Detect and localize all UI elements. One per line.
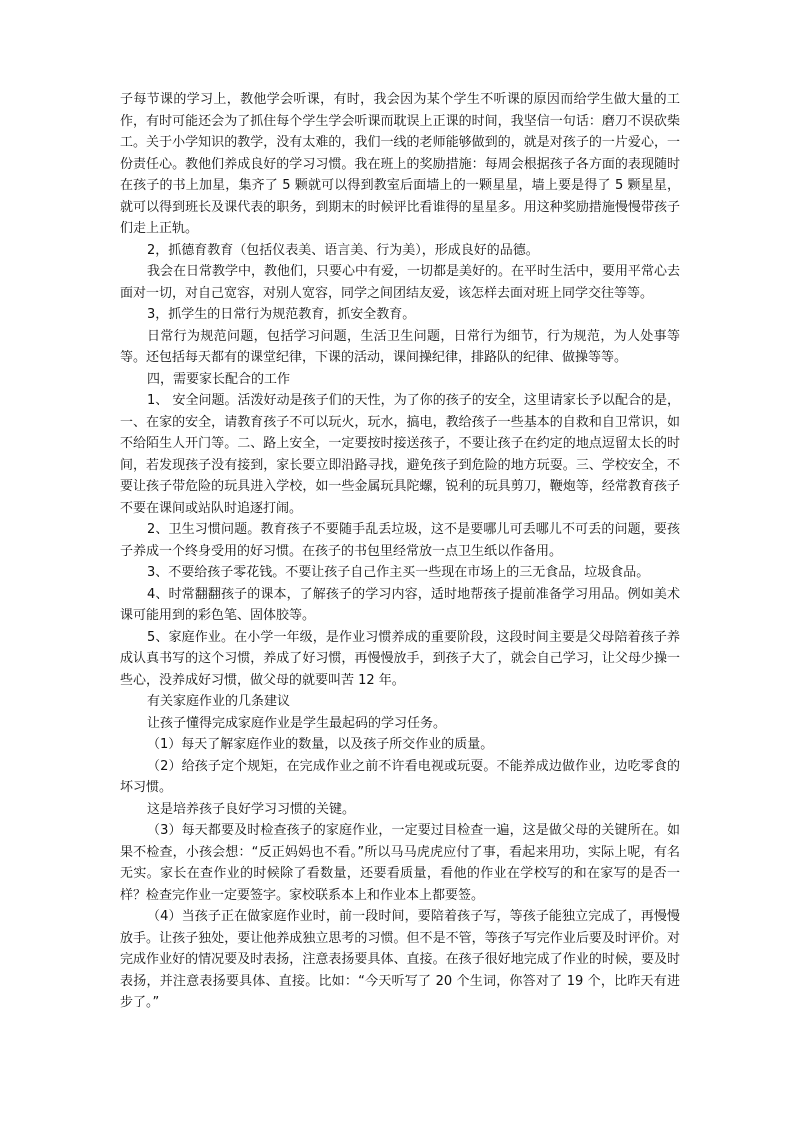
paragraph-continuation: 子每节课的学习上，教他学会听课，有时，我会因为某个学生不听课的原因而给学生做大量的工作，有时可能还会为了抓住每个学生学会听课而耽误上正课的时间，我坚信一句话：磨刀不误砍柴工。关于小学知识的教学，没有太难的，我们一线的老师能够做到的，就是对孩子的一片爱心，一份责任心。教他们养成良好的学习习惯。我在班上的奖励措施：每周会根据孩子各方面的表现随时在孩子的书上加星，集齐了 5 颗就可以得到教室后面墙上的一颗星星，墙上要是得了 5 颗星星，就可以得到班长及课代表的职务，到期末的时候评比看谁得的星星多。用这种奖励措施慢慢带孩子们走上正轨。 xyxy=(120,92,680,236)
paragraph-moral-education: 我会在日常教学中，教他们，只要心中有爱，一切都是美好的。在平时生活中，要用平常心去面对一切，对自己宽容，对别人宽容，同学之间团结友爱，该怎样去面对班上同学交往等等。 xyxy=(120,264,681,301)
paragraph-textbooks: 4、时常翻翻孩子的课本，了解孩子的学习内容，适时地帮孩子提前准备学习用品。例如美术课可能用到的彩色笔、固体胶等。 xyxy=(120,586,680,623)
heading-parent-cooperation: 四，需要家长配合的工作 xyxy=(147,371,291,387)
paragraph-hygiene: 2、卫生习惯问题。教育孩子不要随手乱丢垃圾，这不是要哪儿可丢哪儿不可丢的问题，要孩子养成一个终身受用的好习惯。在孩子的书包里经常放一点卫生纸以作备用。 xyxy=(120,522,680,559)
tip-3: （3）每天都要及时检查孩子的家庭作业，一定要过目检查一遍，这是做父母的关键所在。如果不检查，小孩会想：“反正妈妈也不看。”所以马马虎虎应付了事，看起来用功，实际上呢，有名无实。家长在查作业的时候除了看数量，还要看质量，看他的作业在学校写的和在家写的是否一样？检查完作业一定要签字。家校联系本上和作业本上都要签。 xyxy=(120,823,680,903)
paragraph-pocket-money: 3、不要给孩子零花钱。不要让孩子自己作主买一些现在市场上的三无食品，垃圾食品。 xyxy=(147,565,650,580)
document-page xyxy=(120,89,680,1014)
paragraph-homework: 5、家庭作业。在小学一年级，是作业习惯养成的重要阶段，这段时间主要是父母陪着孩子养成认真书写的这个习惯，养成了好习惯，再慢慢放手，到孩子大了，就会自己学习，让父母少操一些心，没养成好习惯，做父母的就要叫苦 12 年。 xyxy=(120,629,680,688)
tip-2: （2）给孩子定个规矩，在完成作业之前不许看电视或玩耍。不能养成边做作业，边吃零食的坏习惯。 xyxy=(120,758,680,795)
paragraph-safety: 1、 安全问题。活泼好动是孩子们的天性，为了你的孩子的安全，这里请家长予以配合的是，一、在家的安全，请教育孩子不可以玩火，玩水，搞电，教给孩子一些基本的自救和自卫常识，如不给陌生人开门等。二、路上安全，一定要按时接送孩子，不要让孩子在约定的地点逗留太长的时间，若发现孩子没有接到，家长要立即沿路寻找，避免孩子到危险的地方玩耍。三、学校安全，不要让孩子带危险的玩具进入学校，如一些金属玩具陀螺，锐利的玩具剪刀，鞭炮等，经常教育孩子不要在课间或站队时追逐打闹。 xyxy=(120,393,680,516)
paragraph-homework-task: 让孩子懂得完成家庭作业是学生最起码的学习任务。 xyxy=(147,715,447,731)
heading-homework-tips: 有关家庭作业的几条建议 xyxy=(147,694,291,709)
heading-behavior-safety: 3，抓学生的日常行为规范教育，抓安全教育。 xyxy=(147,307,416,322)
paragraph-key-habit: 这是培养孩子良好学习习惯的关键。 xyxy=(147,801,356,817)
heading-moral-education: 2，抓德育教育（包括仪表美、语言美、行为美），形成良好的品德。 xyxy=(147,242,539,258)
tip-1: （1）每天了解家庭作业的数量，以及孩子所交作业的质量。 xyxy=(147,737,494,752)
paragraph-behavior: 日常行为规范问题，包括学习问题，生活卫生问题，日常行为细节，行为规范，为人处事等等。还包括每天都有的课堂纪律，下课的活动，课间操纪律，排路队的纪律、做操等等。 xyxy=(120,328,680,365)
tip-4: （4）当孩子正在做家庭作业时，前一段时间，要陪着孩子写，等孩子能独立完成了，再慢慢放手。让孩子独处，要让他养成独立思考的习惯。但不是不管，等孩子写完作业后要及时评价。对完成作业好的情况要及时表扬，注意表扬要具体、直接。在孩子很好地完成了作业的时候，要及时表扬，并注意表扬要具体、直接。比如：“今天听写了 20 个生词，你答对了 19 个，比昨天有进步了。” xyxy=(120,909,680,1010)
